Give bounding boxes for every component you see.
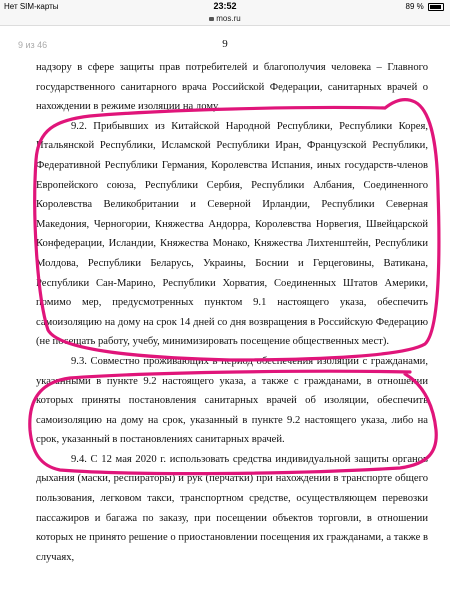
lock-icon xyxy=(209,17,214,21)
paragraph-9-3: 9.3. Совместно проживающих в период обеспечения изоляции с гражданами, указанными в пункте 9.2 настоящего указа, а также с гражданами, в отношении которых приняты постановления санитарных врачей об изоляции, обеспечить самоизоляцию на дому на срок, указанный в пункте 9.2 настоящего указа, либо на срок, указанный в постановлениях санитарных врачей. xyxy=(36,355,428,446)
battery-icon xyxy=(428,3,444,11)
carrier-label: Нет SIM-карты xyxy=(4,2,59,11)
paragraph-9-4: 9.4. С 12 мая 2020 г. использовать средства индивидуальной защиты органов дыхания (маски, респираторы) и рук (перчатки) при нахождении в транспорте общего пользования, легковом такси, транспортном средстве, осуществляющем перевозки пассажиров и багажа по заказу, при посещении объектов торговли, в отношении которых не принято решение о приостановлении посещения их гражданами, а также в случаях, xyxy=(36,453,428,563)
battery-percent: 89 % xyxy=(405,2,424,11)
clock: 23:52 xyxy=(213,1,237,11)
address-bar[interactable] xyxy=(0,13,450,26)
battery-status xyxy=(406,2,444,11)
paragraph-9-2: 9.2. Прибывших из Китайской Народной Республики, Республики Корея, Итальянской Республики, Исламской Республики Иран, Французской Республики, Федеративной Республики Германия, Королевства Испания, иных государств-членов Европейского союза, Республики Сербия, Республики Албания, Соединенного Королевства Великобритании и Северной Ирландии, Республики Северная Македония, Черногории, Княжества Андорра, Королевства Норвегия, Швейцарской Конфедерации, Исландии, Княжества Монако, Княжества Лихтенштейн, Республики Молдова, Республики Беларусь, Украины, Боснии и Герцеговины, Ватикана, Республики Сан-Марино, Республики Хорватия, Соединенных Штатов Америки, помимо мер, предусмотренных пунктом 9.1 настоящего указа, обеспечить самоизоляцию на дому на срок 14 дней со дня возвращения в Российскую Федерацию (не посещать работу, учебу, минимизировать посещение общественных мест). xyxy=(36,120,428,348)
paragraph-continuation: надзору в сфере защиты прав потребителей и благополучия человека – Главного государственного санитарного врача Российской Федерации, санитарных врачей о нахождении в режиме изоляции на дому. xyxy=(36,62,428,113)
url-text: mos.ru xyxy=(216,14,241,23)
page-number: 9 xyxy=(222,38,228,50)
url-display[interactable] xyxy=(0,14,450,23)
page-counter: 9 из 46 xyxy=(18,40,48,50)
status-bar xyxy=(0,0,450,13)
document-body xyxy=(36,58,428,567)
